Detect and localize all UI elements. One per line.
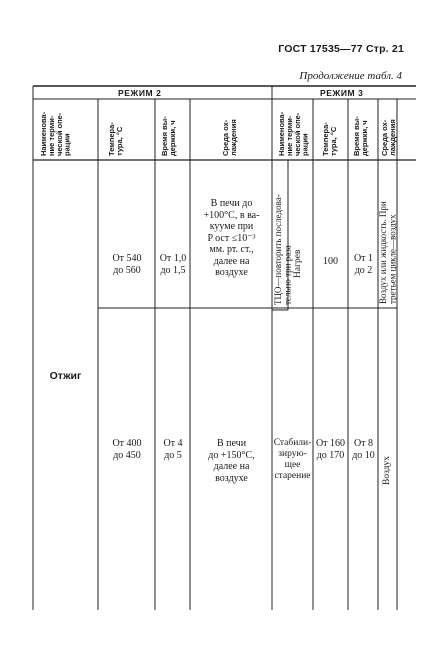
col-temperature: Темпера- тура, °С [107,122,124,156]
col-cooling-medium-r3: Среда ох- лаждения [380,119,397,156]
r3-row1-cooling-medium: Воздух или жидкость. При третьем цикле—воздух [378,201,398,304]
col-temperature-r3: Темпера- тура, °С [321,122,338,156]
r3-row1-cycle-note: ТЦО—повторить последова- тельно три раза [273,194,293,305]
col-operation-name: Наименова- ние терми- ческой опе- рации [39,111,72,156]
r2-row1-time: От 1,0 до 1,5 [159,253,187,276]
regime-3-label: РЕЖИМ 3 [320,88,364,98]
table-continuation-label: Продолжение табл. 4 [299,70,402,82]
r2-row2-time: От 4 до 5 [163,438,183,461]
col-operation-name-r3: Наименова- ние терми- ческой опе- рации [277,111,310,156]
col-cooling-medium: Среда ох- лаждения [221,119,238,156]
operation-name: Отжиг [49,370,82,382]
r3-row1-heating: Нагрев [293,249,303,278]
r3-row2-operation: Стабили- зирую- щее старение [273,438,312,481]
r3-row1-time: От 1 до 2 [353,253,374,276]
r2-row2-temperature: От 400 до 450 [112,438,142,461]
r2-row1-cooling-medium: В печи до +100°С, в ва- кууме при P ост ≤10⁻³ мм. рт. ст., далее на воздухе [203,198,260,278]
r3-row1-temperature: 100 [323,256,338,267]
standard-header: ГОСТ 17535—77 Стр. 21 [278,43,404,55]
r2-row2-cooling-medium: В печи до +150°С, далее на воздухе [208,438,255,484]
r3-row2-time: От 8 до 10 [352,438,375,461]
col-time: Время вы- держки, ч [160,116,177,156]
r3-row2-temperature: От 160 до 170 [315,438,346,461]
r2-row1-temperature: От 540 до 560 [112,253,142,276]
r3-row2-cooling-medium: Воздух [382,455,392,485]
regime-2-label: РЕЖИМ 2 [118,88,162,98]
col-time-r3: Время вы- держки, ч [352,116,369,156]
